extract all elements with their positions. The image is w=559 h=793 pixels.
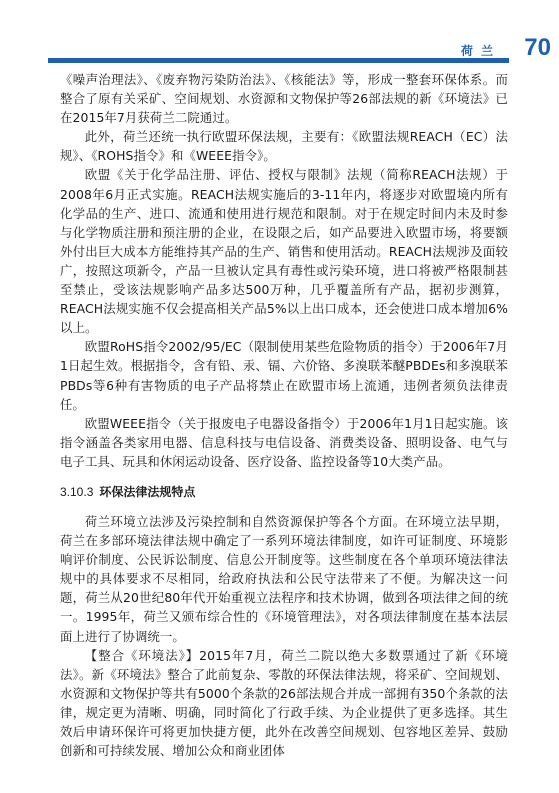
- paragraph-6: 荷兰环境立法涉及污染控制和自然资源保护等各个方面。在环境立法早期，荷兰在多部环境法律法规中确定了一系列环境法律制度，如许可证制度、环境影响评价制度、公民诉讼制度、信息公开制度等。这些制度在各个单项环境法律法规中的具体要求不尽相同，给政府执法和公民守法带来了不便。为解决这一问题，荷兰从20世纪80年代开始重视立法程序和技术协调，做到各项法律之间的统一。1995年，荷兰又颁布综合性的《环境管理法》，对各项法律制度在基本法层面上进行了协调统一。: [60, 513, 508, 644]
- page-number: 70: [524, 34, 551, 61]
- paragraph-3: 欧盟《关于化学品注册、评估、授权与限制》法规（简称REACH法规）于2008年6月正式实施。REACH法规实施后的3-11年内，将逐步对欧盟境内所有化学品的生产、进口、流通和使用进行规范和限制。对于在规定时间内未及时参与化学物质注册和预注册的企业，在设限之后，如产品要进入欧盟市场，将要额外付出巨大成本方能维持其产品的生产、销售和使用活动。REACH法规涉及面较广，按照这项新令，产品一旦被认定具有毒性或污染环境，进口将被严格限制甚至禁止，受该法规影响产品多达500万种，几乎覆盖所有产品，据初步测算，REACH法规实施不仅会提高相关产品5%以上出口成本，还会使进口成本增加6%以上。: [60, 167, 508, 336]
- section-number: 3.10.3: [60, 484, 94, 499]
- paragraph-7: 【整合《环境法》】2015年7月，荷兰二院以绝大多数票通过了新《环境法》。新《环境法》整合了此前复杂、零散的环保法律法规，将采矿、空间规划、水资源和文物保护等共有5000个条款的26部法规合并成一部拥有350个条款的法律，规定更为清晰、明确，同时简化了行政手续、为企业提供了更多选择。其生效后申请环保许可将更加快捷方便，此外在改善空间规划、包容地区差异、鼓励创新和可持续发展、增加公众和商业团体: [60, 647, 508, 759]
- section-heading: [60, 483, 508, 502]
- paragraph-1: 《噪声治理法》、《废弃物污染防治法》、《核能法》等，形成一整套环保体系。而整合了原有关采矿、空间规划、水资源和文物保护等26部法规的新《环境法》已在2015年7月获荷兰二院通过。: [60, 72, 508, 126]
- page-body: [60, 70, 508, 760]
- running-header-country: 荷 兰: [460, 44, 495, 58]
- paragraph-4: 欧盟RoHS指令2002/95/EC（限制使用某些危险物质的指令）于2006年7月1日起生效。根据指令，含有铅、汞、镉、六价铬、多溴联苯醚PBDEs和多溴联苯PBDs等6种有害物质的电子产品将禁止在欧盟市场上流通，违例者须负法律责任。: [60, 339, 508, 412]
- header-rule: [48, 58, 509, 63]
- paragraph-2: 此外，荷兰还统一执行欧盟环保法规，主要有：《欧盟法规REACH（EC）法规》、《ROHS指令》和《WEEE指令》。: [60, 129, 508, 164]
- section-title: 环保法律法规特点: [99, 484, 196, 499]
- paragraph-5: 欧盟WEEE指令（关于报废电子电器设备指令）于2006年1月1日起实施。该指令涵盖各类家用电器、信息科技与电信设备、消费类设备、照明设备、电气与电子工具、玩具和休闲运动设备、医疗设备、监控设备等10大类产品。: [60, 415, 508, 469]
